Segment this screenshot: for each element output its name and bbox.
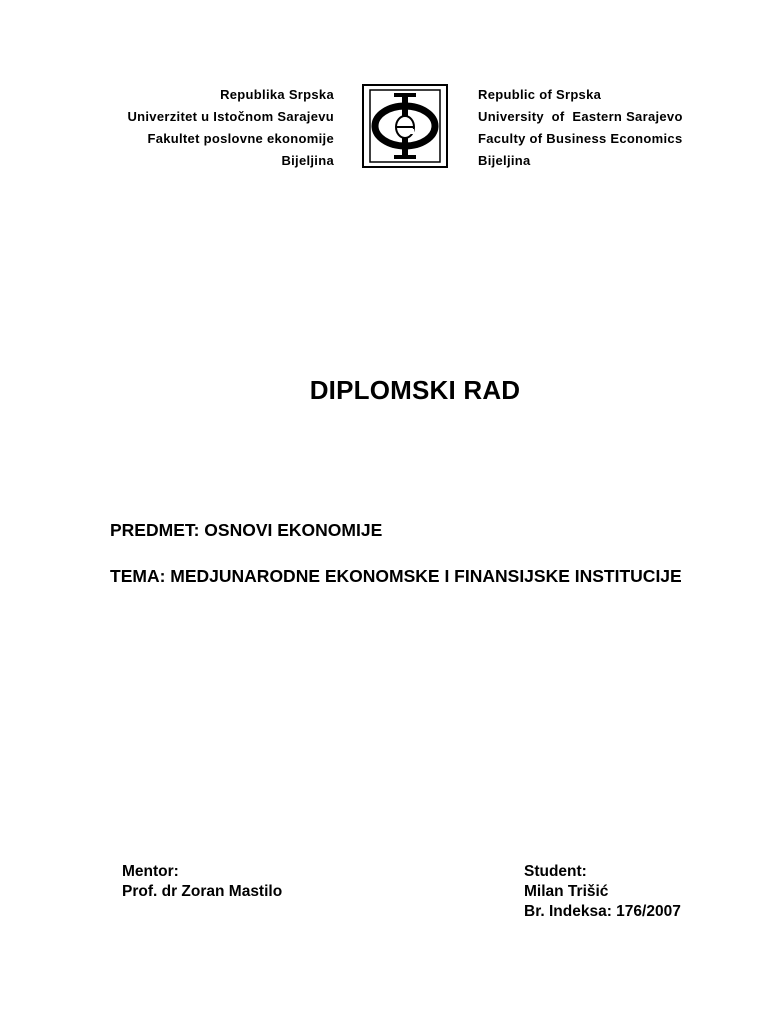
header-left-country: Republika Srpska [220,87,334,102]
student-index: Br. Indeksa: 176/2007 [524,903,681,920]
faculty-logo-icon [362,84,448,168]
header-left-faculty: Fakultet poslovne ekonomije [147,131,334,146]
header-left-city: Bijeljina [281,153,334,168]
mentor-block [122,862,282,902]
student-name: Milan Trišić [524,883,609,900]
document-title: DIPLOMSKI RAD [309,375,521,405]
mentor-name: Prof. dr Zoran Mastilo [122,883,283,900]
header-left-university: Univerzitet u Istočnom Sarajevu [127,109,334,124]
subject-line: PREDMET: OSNOVI EKONOMIJE [110,520,383,540]
header-left-block [127,84,334,172]
topic-line: TEMA: MEDJUNARODNE EKONOMSKE I FINANSIJSKE INSTITUCIJE [110,566,682,586]
header-right-city: Bijeljina [478,153,531,168]
header-right-block [478,84,683,172]
header-right-faculty: Faculty of Business Economics [478,131,683,146]
header-right-university: University of Eastern Sarajevo [478,109,683,124]
mentor-label: Mentor: [122,863,179,880]
header-right-country: Republic of Srpska [478,87,602,102]
student-block [524,862,681,922]
student-label: Student: [524,863,587,880]
